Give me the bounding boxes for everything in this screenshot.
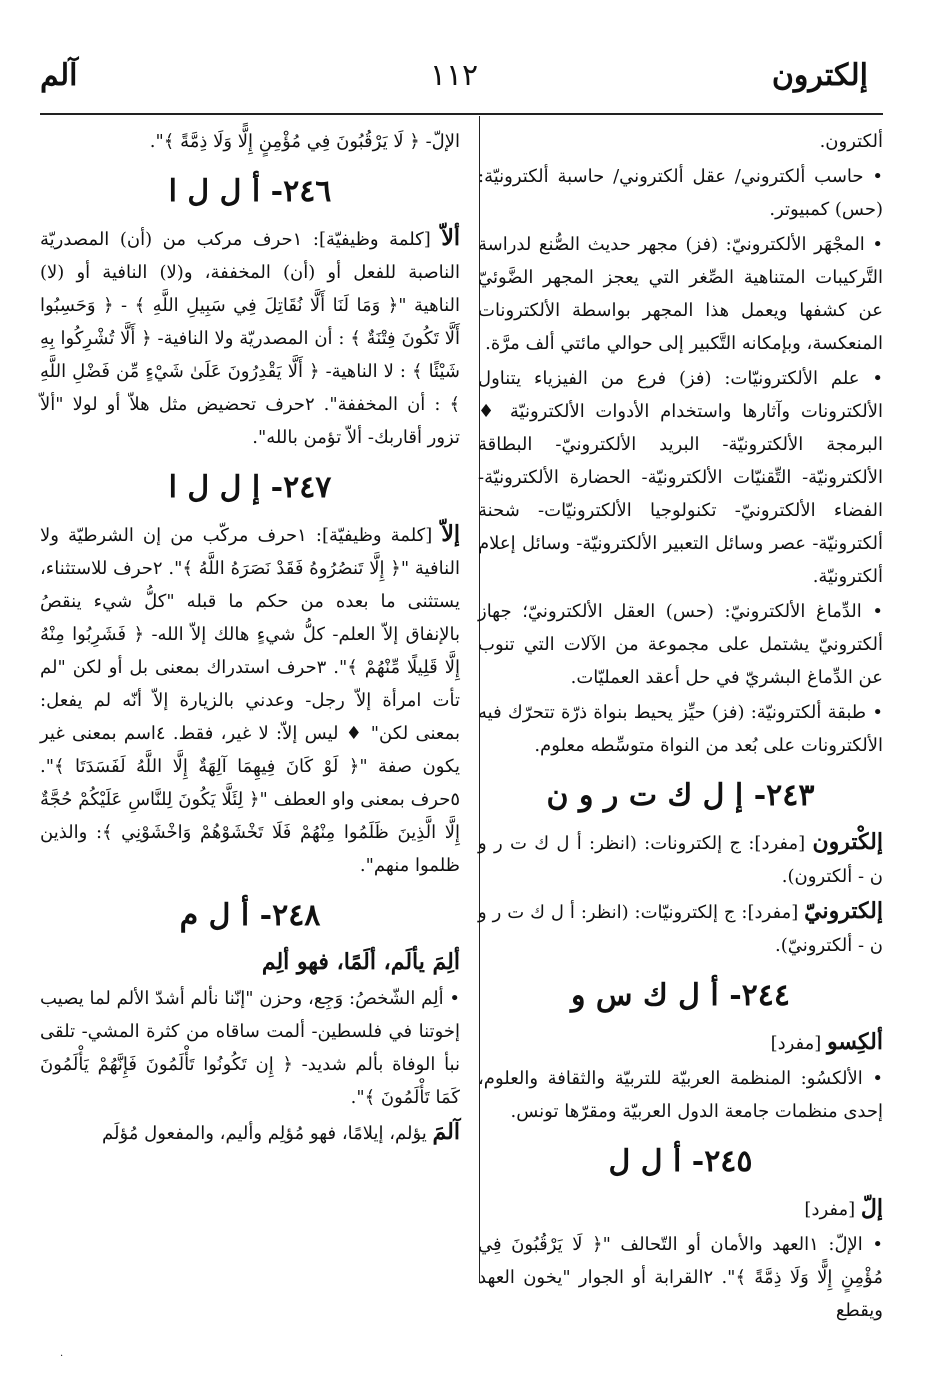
definition-paragraph (478, 696, 883, 762)
definition-paragraph (478, 125, 883, 158)
definition-paragraph (478, 895, 883, 962)
header-rule (40, 113, 883, 115)
definition-paragraph (40, 946, 460, 980)
right-column (478, 125, 883, 1329)
entry-title: ٢٤٤- أ ل ك س و (571, 978, 790, 1013)
header-first-word: إلكترون (771, 58, 868, 93)
definition-paragraph (40, 982, 460, 1114)
headword: ألاّ (441, 225, 460, 251)
definition-text: • الإلّ: ١العهد والأمان أو التّحالف "﴿ لَا يَرْقُبُونَ فِي مُؤْمِنٍ إِلًّا وَلَا ذِمَّةً ﴾". ٢القرابة أو الجوار "يخون العهد ويقطع (478, 1234, 884, 1321)
definition-text: [مفرد] (770, 1033, 828, 1054)
definition-paragraph (40, 1116, 460, 1150)
definition-paragraph (478, 228, 883, 360)
definition-paragraph (40, 518, 460, 882)
left-column (40, 125, 460, 1152)
definition-text: يؤلم، إيلامًا، فهو مُؤلِم وأليم، والمفعول مُؤلَم (102, 1123, 433, 1144)
definition-text: • الدِّماغ الألكترونيّ: (حس) العقل الألكترونيّ؛ جهاز ألكترونيّ يشتمل على مجموعة من الآلات التي تنوب عن الدِّماغ البشريّ في حل أعقد العمليّات. (478, 601, 883, 688)
definition-text: • حاسب ألكتروني/ عقل ألكتروني/ حاسبة ألكترونيّة: (حس) كمبيوتر. (478, 166, 883, 220)
definition-paragraph (478, 1062, 883, 1128)
definition-text: [مفرد]: ج إلكترونات: (انظر: أ ل ك ت ر و ن - ألكترون). (478, 833, 883, 887)
definition-text: الإلّ- ﴿ لَا يَرْقُبُونَ فِي مُؤْمِنٍ إِلًّا وَلَا ذِمَّةً ﴾". (149, 131, 460, 152)
definition-paragraph (478, 1228, 883, 1327)
definition-text: ألكترون. (819, 131, 883, 152)
definition-paragraph (478, 160, 883, 226)
entry-title: ٢٤٧- إ ل ل ا (168, 470, 332, 505)
definition-text: • ألِم الشّخصُ: وَجِع، وحزن "إنّنا نألم أشدّ الألم لما يصيب إخوتنا في فلسطين- ألمت ساقاه من كثرة المشي- تلقى نبأ الوفاة بألم شديد- ﴿ إِن تَكُونُوا تَأْلَمُونَ فَإِنَّهُمْ يَأْلَمُونَ كَمَا تَأْلَمُونَ ﴾". (40, 988, 460, 1108)
definition-paragraph (478, 1192, 883, 1226)
definition-paragraph (478, 826, 883, 893)
definition-text: • علم الألكترونيّات: (فز) فرع من الفيزياء يتناول الألكترونات وآثارها واستخدام الأدوات الألكترونيّة ♦ البرمجة الألكترونيّة- البريد الألكترونيّ- البطاقة الألكترونيّة- التِّقنيّات الألكترونيّة- الحضارة الألكترونيّة- الفضاء الألكترونيّ- تكنولوجيا الألكترونيّات- شحنة ألكترونيّة- عصر وسائل التعبير الألكترونيّة- وسائل إعلام ألكترونيّة. (478, 368, 883, 587)
headword: إلاّ (441, 521, 460, 547)
definition-paragraph (40, 125, 460, 158)
header-last-word: آلم (40, 58, 78, 93)
definition-text: • طبقة ألكترونيّة: (فز) حيِّز يحيط بنواة ذرّة تتحرّك فيه الألكترونات على بُعد من النواة متوسِّطه معلوم. (478, 702, 883, 756)
definition-text: [مفرد] (804, 1199, 861, 1220)
definition-text: [مفرد]: ج إلكترونيّات: (انظر: أ ل ك ت ر و ن - ألكترونيّ). (478, 902, 883, 956)
entry-title: ٢٤٥- أ ل ل (608, 1144, 753, 1179)
headword: ألِمَ يألَم، ألَمًا، فهو ألِم (261, 949, 460, 975)
definition-paragraph (478, 362, 883, 593)
definition-text: • المجْهَر الألكترونيّ: (فز) مجهر حديث الصُّنع لدراسة التَّركيبات المتناهية الصِّغر التي يعجز المجهر الضَّوئيّ عن كشفها ويعمل هذا المجهر بواسطة الألكترونات المنعكسة، وبإمكانه التَّكبير إلى حوالي مائتي ألف مرَّة. (478, 234, 883, 354)
headword: إلكترونيّ (804, 898, 883, 924)
definition-paragraph (478, 1026, 883, 1060)
definition-paragraph (478, 595, 883, 694)
definition-text: • الألكسُو: المنظمة العربيّة للتربيّة والثقافة والعلوم، إحدى منظمات جامعة الدول العربيّة ومقرّها تونس. (478, 1068, 883, 1122)
page-dot: . (60, 1348, 64, 1359)
definition-text: [كلمة وظيفيّة]: ١حرف مركّب من إن الشرطيّة ولا النافية "﴿ إِلَّا تَنصُرُوهُ فَقَدْ نَصَرَهُ اللَّهُ ﴾". ٢حرف للاستثناء، يستثنى ما بعده من حكم ما قبله "كلُّ شيء ينقصُ بالإنفاق إلاّ العلم- كلُّ شيءٍ هالك إلاّ الله- ﴿ فَشَرِبُوا مِنْهُ إِلَّا قَلِيلًا مِّنْهُمْ ﴾". ٣حرف استدراك بمعنى بل أو لكن "لم تأت امرأة إلاّ رجل- وعدني بالزيارة إلاّ أنّه لم يفعل: بمعنى لكن" ♦ ليس إلاّ: لا غير، فقط. ٤اسم بمعنى غير يكون صفة "﴿ لَوْ كَانَ فِيهِمَا آلِهَةٌ إِلَّا اللَّهُ لَفَسَدَتَا ﴾". ٥حرف بمعنى واو العطف "﴿ لِئَلَّا يَكُونَ لِلنَّاسِ عَلَيْكُمْ حُجَّةٌ إِلَّا الَّذِينَ ظَلَمُوا مِنْهُمْ فَلَا تَخْشَوْهُمْ وَاخْشَوْنِي ﴾: والذين ظلموا منهم". (40, 525, 460, 876)
entry-title: ٢٤٨- أ ل م (179, 898, 321, 933)
page-header (40, 58, 868, 108)
headword: إلكْترون (812, 829, 883, 855)
entry-title: ٢٤٣- إ ل ك ت ر و ن (546, 778, 815, 813)
definition-text: [كلمة وظيفيّة]: ١حرف مركب من (أن) المصدريّة الناصبة للفعل أو (أن) المخففة، و(لا) النافية أو (لا) الناهية "﴿ وَمَا لَنَا أَلَّا نُقَاتِلَ فِي سَبِيلِ اللَّهِ ﴾ - ﴿ وَحَسِبُوا أَلَّا تَكُونَ فِتْنَةٌ ﴾ : أن المصدريّة ولا النافية- ﴿ أَلَّا تُشْرِكُوا بِهِ شَيْئًا ﴾ : لا الناهية- ﴿ أَلَّا يَقْدِرُونَ عَلَىٰ شَيْءٍ مِّن فَضْلِ اللَّهِ ﴾ : أن المخففة". ٢حرف تحضيض مثل هلاّ أو لولا "ألاّ تزور أقاربك- ألاّ تؤمن بالله". (40, 229, 460, 448)
headword: إلّ (860, 1195, 883, 1221)
page-number: ١١٢ (429, 58, 479, 93)
entry-title: ٢٤٦- أ ل ل ا (168, 174, 332, 209)
headword: آلمَ (432, 1119, 460, 1145)
headword: ألكِسو (827, 1029, 883, 1055)
definition-paragraph (40, 222, 460, 454)
